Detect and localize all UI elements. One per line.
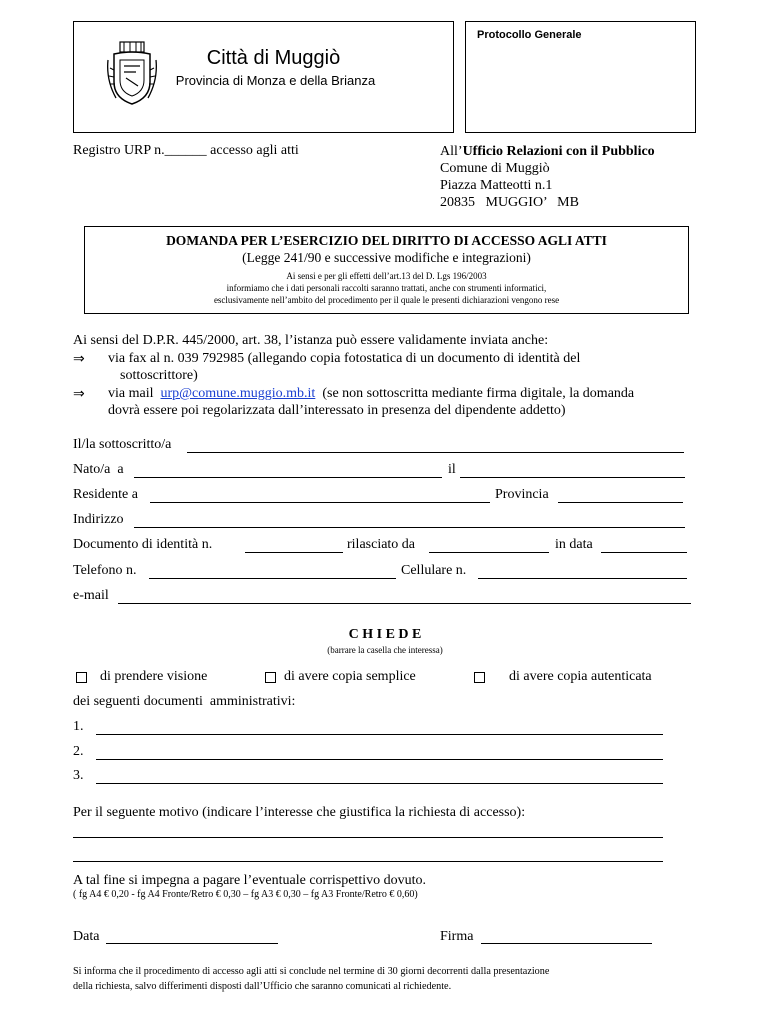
city-name: Città di Muggiò [206,47,341,69]
recipient-line2: Comune di Muggiò [440,161,550,176]
born-on-label: il [448,462,456,477]
protocol-label: Protocollo Generale [477,29,582,41]
signer-label: Il/la sottoscritto/a [73,437,172,452]
option-view-label: di prendere visione [100,669,208,684]
id-doc-input-line[interactable] [245,552,343,553]
resident-label: Residente a [73,487,138,502]
issued-on-label: in data [555,537,593,552]
issued-by-label: rilasciato da [347,537,416,552]
privacy-line-1: Ai sensi e per gli effetti dell’art.13 del D. Lgs 196/2003 [286,271,487,281]
recipient-office: Ufficio Relazioni con il Pubblico [462,144,655,159]
province-label: Provincia [495,487,549,502]
signature-label: Firma [440,929,474,944]
motive-line[interactable] [73,837,663,838]
form-title: DOMANDA PER L’ESERCIZIO DEL DIRITTO DI ACCESSO AGLI ATTI [166,233,607,248]
form-subtitle: (Legge 241/90 e successive modifiche e integrazioni) [242,250,531,265]
recipient-line4: 20835 MUGGIO’ MB [440,195,579,210]
fax-line-2: sottoscrittore) [120,368,198,383]
address-input-line[interactable] [134,527,685,528]
born-date-input-line[interactable] [460,477,685,478]
id-doc-label: Documento di identità n. [73,537,213,552]
doc-item-line[interactable] [96,759,663,760]
option-view-checkbox[interactable] [76,672,87,683]
date-input-line[interactable] [106,943,278,944]
doc-item-line[interactable] [96,783,663,784]
docs-label: dei seguenti documenti amministrativi: [73,694,296,709]
phone-input-line[interactable] [149,578,396,579]
motive-label: Per il seguente motivo (indicare l’interesse che giustifica la richiesta di accesso): [73,805,526,820]
mail-line-1 [108,386,634,402]
fees-line-1: A tal fine si impegna a pagare l’eventuale corrispettivo dovuto. [73,873,426,888]
doc-item-line[interactable] [96,734,663,735]
date-label: Data [73,929,100,944]
protocol-box [465,21,696,133]
arrow-icon: ⇒ [73,387,85,402]
doc-item-number: 2. [73,744,84,759]
privacy-line-2: informiamo che i dati personali raccolti saranno trattati, anche con strumenti informatici, [226,283,547,293]
mail-line-2: dovrà essere poi regolarizzata dall’interessato in presenza del dipendente addetto) [108,403,566,418]
header-box [73,21,454,133]
registry-text: Registro URP n.______ accesso agli atti [73,143,299,158]
arrow-icon: ⇒ [73,352,85,367]
province-input-line[interactable] [558,502,683,503]
fees-line-2: ( fg A4 € 0,20 - fg A4 Fronte/Retro € 0,30 – fg A3 € 0,30 – fg A3 Fronte/Retro € 0,60) [73,889,418,900]
email-link[interactable]: urp@comune.muggio.mb.it [160,386,316,401]
option-simple-copy-label: di avere copia semplice [284,669,416,684]
option-certified-copy-label: di avere copia autenticata [509,669,652,684]
issued-by-input-line[interactable] [429,552,549,553]
motive-line[interactable] [73,861,663,862]
fax-line-1: via fax al n. 039 792985 (allegando copia fotostatica di un documento di identità del [108,351,581,366]
option-simple-copy-checkbox[interactable] [265,672,276,683]
recipient-prefix: All’ [440,144,463,159]
intro-line: Ai sensi del D.P.R. 445/2000, art. 38, l’istanza può essere validamente inviata anche: [73,333,549,348]
signature-input-line[interactable] [481,943,652,944]
doc-item-number: 3. [73,768,84,783]
born-label: Nato/a a [73,462,124,477]
email-input-line[interactable] [118,603,691,604]
email-label: e-mail [73,588,109,603]
mobile-input-line[interactable] [478,578,687,579]
phone-label: Telefono n. [73,563,137,578]
mobile-label: Cellulare n. [401,563,467,578]
privacy-line-3: esclusivamente nell’ambito del procedimento per il quale le presenti dichiarazioni vengono rese [213,295,560,305]
doc-item-number: 1. [73,719,84,734]
title-box [84,226,689,314]
resident-input-line[interactable] [150,502,490,503]
born-place-input-line[interactable] [134,477,442,478]
request-title: C H I E D E [348,627,422,642]
province-name: Provincia di Monza e della Brianza [175,73,376,88]
signer-input-line[interactable] [187,452,684,453]
recipient-line3: Piazza Matteotti n.1 [440,178,553,193]
address-label: Indirizzo [73,512,124,527]
option-certified-copy-checkbox[interactable] [474,672,485,683]
mail-prefix: via mail [108,386,154,401]
request-note: (barrare la casella che interessa) [327,645,443,655]
footer-line-2: della richiesta, salvo differimenti disposti dall’Ufficio che saranno comunicati al richiedente. [73,981,452,992]
mail-suffix: (se non sottoscritta mediante firma digitale, la domanda [322,386,635,401]
recipient-block [440,143,655,211]
issued-on-input-line[interactable] [601,552,687,553]
footer-line-1: Si informa che il procedimento di accesso agli atti si conclude nel termine di 30 giorni decorrenti dalla presentazione [73,966,550,977]
